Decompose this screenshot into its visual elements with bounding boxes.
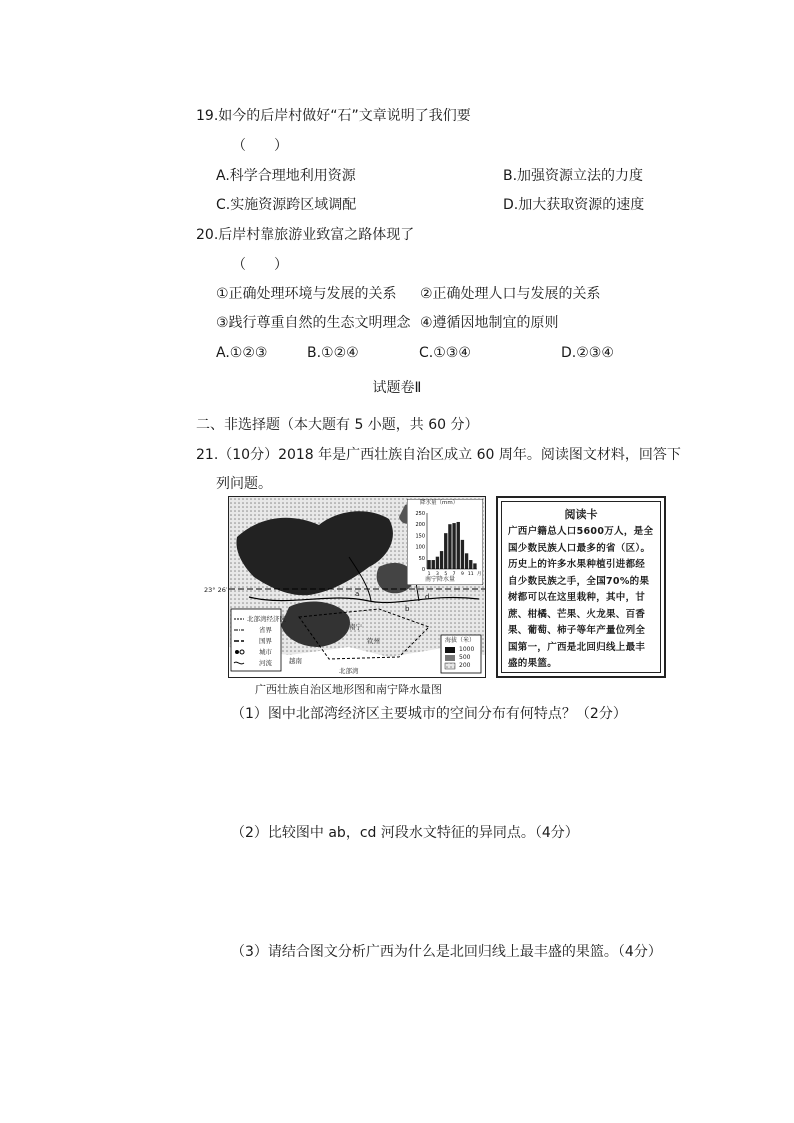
precip-bar-month-6 xyxy=(448,524,451,569)
q20-statement-1: ①正确处理环境与发展的关系 xyxy=(216,286,397,302)
q20-answer-paren: （ ） xyxy=(232,257,288,273)
reading-card-body: 广西户籍总人口5600万人，是全国少数民族人口最多的省（区）。历史上的许多水果种植引进都经自少数民族之手，全国70%的果树都可以在这里栽种，其中，甘蔗、柑橘、芒果、火龙果、百香果、葡萄、柿子等年产量位列全国第一，广西是北回归线上最丰盛的果篮。 xyxy=(508,526,654,669)
precip-bar-month-8 xyxy=(457,522,460,569)
precip-x-tick-1: 1 xyxy=(427,572,431,577)
precip-x-tick-5: 5 xyxy=(444,572,448,577)
q20-option-d: D.②③④ xyxy=(561,345,614,361)
q19-option-a: A.科学合理地利用资源 xyxy=(216,168,356,184)
precip-x-tick-9: 9 xyxy=(460,572,464,577)
q20-statement-2: ②正确处理人口与发展的关系 xyxy=(420,286,601,302)
reading-card xyxy=(496,496,666,678)
place-vietnam: 越南 xyxy=(289,657,302,665)
precip-bar-month-10 xyxy=(465,553,468,569)
precip-bar-month-11 xyxy=(469,560,472,569)
precip-chart-title: 南宁降水量 xyxy=(425,576,456,583)
precip-x-tick-7: 7 xyxy=(452,572,456,577)
q20-stem: 20.后岸村靠旅游业致富之路体现了 xyxy=(196,227,415,243)
precip-y-label: 降水量（mm） xyxy=(420,500,459,506)
q20-option-a: A.①②③ xyxy=(216,345,268,361)
precip-x-tick-11: 11 xyxy=(467,572,474,577)
q19-option-b: B.加强资源立法的力度 xyxy=(503,168,644,184)
precipitation-chart xyxy=(407,499,483,585)
elevation-1000: 1000 xyxy=(459,646,475,653)
elevation-200: 200 xyxy=(459,662,471,669)
q20-option-b: B.①②④ xyxy=(307,345,359,361)
q21-sub1: （1）图中北部湾经济区主要城市的空间分布有何特点？（2分） xyxy=(231,706,627,722)
q19-option-c: C.实施资源跨区域调配 xyxy=(216,197,357,213)
precip-bar-month-3 xyxy=(436,557,439,569)
map-letter-a: a xyxy=(355,590,360,598)
map-letter-d: d xyxy=(425,593,430,601)
figure-caption: 广西壮族自治区地形图和南宁降水量图 xyxy=(255,683,442,696)
q20-option-c: C.①③④ xyxy=(419,345,471,361)
q21-sub3: （3）请结合图文分析广西为什么是北回归线上最丰盛的果篮。（4分） xyxy=(231,944,662,960)
section-heading: 二、非选择题（本大题有 5 小题，共 60 分） xyxy=(196,417,479,433)
legend-province-boundary: 省界 xyxy=(259,626,272,634)
q19-stem: 19.如今的后岸村做好“石”文章说明了我们要 xyxy=(196,108,471,124)
place-qinzhou: 钦州 xyxy=(367,637,380,645)
q19-answer-paren: （ ） xyxy=(232,138,288,154)
q21-stem-line2: 列问题。 xyxy=(216,476,272,492)
q20-statement-3: ③践行尊重自然的生态文明理念 xyxy=(216,315,411,331)
precip-bar-month-5 xyxy=(444,533,447,569)
q20-statement-4: ④遵循因地制宜的原则 xyxy=(420,315,559,331)
precip-y-tick-50: 50 xyxy=(418,555,425,562)
q19-option-d: D.加大获取资源的速度 xyxy=(503,197,645,213)
place-nanning: 南宁 xyxy=(349,623,362,631)
precip-bar-month-9 xyxy=(461,540,464,569)
reading-card-title: 阅读卡 xyxy=(564,508,598,521)
precip-y-tick-0: 0 xyxy=(421,567,425,573)
paper-section-title: 试题卷Ⅱ xyxy=(372,380,422,396)
elevation-legend-title: 海拔（米） xyxy=(445,637,476,644)
legend-economic-zone: 北部湾经济区 xyxy=(247,615,286,623)
tropic-latitude-label: 23° 26′ xyxy=(204,586,228,594)
legend-river: 河流 xyxy=(259,659,272,667)
map-letter-b: b xyxy=(405,605,410,613)
terrain-map xyxy=(228,496,486,678)
legend-national-boundary: 国界 xyxy=(259,637,272,645)
precip-y-tick-150: 150 xyxy=(415,533,425,540)
precip-y-tick-250: 250 xyxy=(415,511,425,517)
precip-bar-month-7 xyxy=(452,523,455,569)
precip-y-tick-200: 200 xyxy=(415,522,425,529)
precip-x-tick-月: 月 xyxy=(476,572,482,577)
precip-bar-month-12 xyxy=(473,563,476,569)
precip-bar-month-1 xyxy=(427,560,430,569)
place-beibu-gulf: 北部湾 xyxy=(339,667,359,675)
q21-sub2: （2）比较图中 ab，cd 河段水文特征的异同点。（4分） xyxy=(231,825,579,841)
figure xyxy=(204,496,666,678)
precip-bar-month-4 xyxy=(440,551,443,569)
elevation-500: 500 xyxy=(459,654,471,661)
precip-y-tick-100: 100 xyxy=(415,544,425,551)
legend-city: 城市 xyxy=(259,648,272,656)
precip-x-tick-3: 3 xyxy=(435,572,439,577)
precip-bar-month-2 xyxy=(432,560,435,569)
q21-stem-line1: 21.（10分）2018 年是广西壮族自治区成立 60 周年。阅读图文材料，回答下 xyxy=(196,447,681,463)
